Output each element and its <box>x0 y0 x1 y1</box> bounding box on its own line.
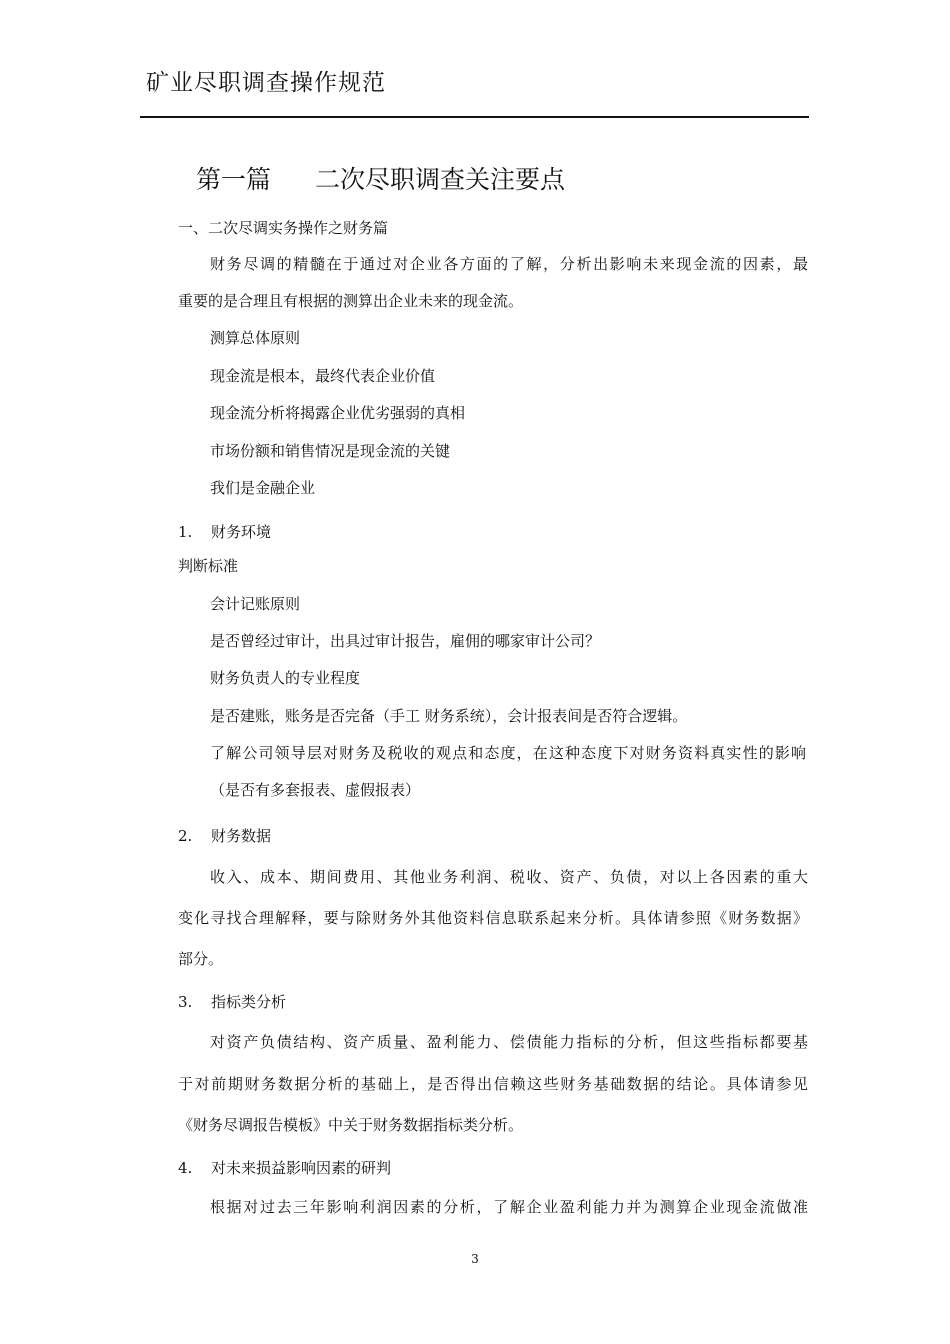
item-3-paragraph-line-1: 对资产负债结构、资产质量、盈利能力、偿债能力指标的分析，但这些指标都要基 <box>210 1033 808 1051</box>
principle-item: 现金流分析将揭露企业优劣强弱的真相 <box>210 404 466 422</box>
chapter-part-label: 第一篇 <box>196 165 272 194</box>
header-divider <box>140 116 809 118</box>
item-2-paragraph-line-3: 部分。 <box>178 950 224 968</box>
page-number: 3 <box>471 1252 479 1266</box>
item-2-paragraph-line-2: 变化寻找合理解释，要与除财务外其他资料信息联系起来分析。具体请参照《财务数据》 <box>178 909 808 927</box>
item-4-heading <box>178 1158 391 1178</box>
principles-heading: 测算总体原则 <box>210 329 301 347</box>
item-title: 指标类分析 <box>211 993 287 1011</box>
item-title: 财务数据 <box>211 827 272 845</box>
item-2-paragraph-line-1: 收入、成本、期间费用、其他业务利润、税收、资产、负债，对以上各因素的重大 <box>210 868 808 886</box>
item-3-paragraph-line-3: 《财务尽调报告模板》中关于财务数据指标类分析。 <box>178 1116 524 1134</box>
principle-item: 现金流是根本，最终代表企业价值 <box>210 367 436 385</box>
item-number: 3. <box>178 993 193 1011</box>
item-title: 对未来损益影响因素的研判 <box>211 1159 392 1177</box>
item-2-heading <box>178 826 271 846</box>
criteria-point-continued: （是否有多套报表、虚假报表） <box>210 781 421 799</box>
running-header-title: 矿业尽职调查操作规范 <box>146 70 386 96</box>
item-3-heading <box>178 992 286 1012</box>
item-number: 1. <box>178 523 193 541</box>
criteria-point: 是否建账，账务是否完备（手工 财务系统），会计报表间是否符合逻辑。 <box>210 707 688 725</box>
chapter-heading <box>196 160 565 196</box>
principle-item: 市场份额和销售情况是现金流的关键 <box>210 442 451 460</box>
criteria-point: 了解公司领导层对财务及税收的观点和态度，在这种态度下对财务资料真实性的影响 <box>210 744 806 762</box>
item-4-paragraph-line-1: 根据对过去三年影响利润因素的分析，了解企业盈利能力并为测算企业现金流做准 <box>210 1198 808 1216</box>
section-heading: 一、二次尽调实务操作之财务篇 <box>178 219 389 237</box>
intro-paragraph-line-1: 财务尽调的精髓在于通过对企业各方面的了解，分析出影响未来现金流的因素，最 <box>210 255 808 273</box>
criteria-point: 会计记账原则 <box>210 595 301 613</box>
intro-paragraph-line-2: 重要的是合理且有根据的测算出企业未来的现金流。 <box>178 292 524 310</box>
criteria-point: 是否曾经过审计，出具过审计报告，雇佣的哪家审计公司？ <box>210 632 601 650</box>
criteria-point: 财务负责人的专业程度 <box>210 669 361 687</box>
item-number: 2. <box>178 827 193 845</box>
item-title: 财务环境 <box>211 523 272 541</box>
item-3-paragraph-line-2: 于对前期财务数据分析的基础上，是否得出信赖这些财务基础数据的结论。具体请参见 <box>178 1075 808 1093</box>
item-1-heading <box>178 522 271 542</box>
chapter-title: 二次尽职调查关注要点 <box>315 165 566 194</box>
principle-item: 我们是金融企业 <box>210 479 316 497</box>
criteria-label: 判断标准 <box>178 557 239 575</box>
item-number: 4. <box>178 1159 193 1177</box>
